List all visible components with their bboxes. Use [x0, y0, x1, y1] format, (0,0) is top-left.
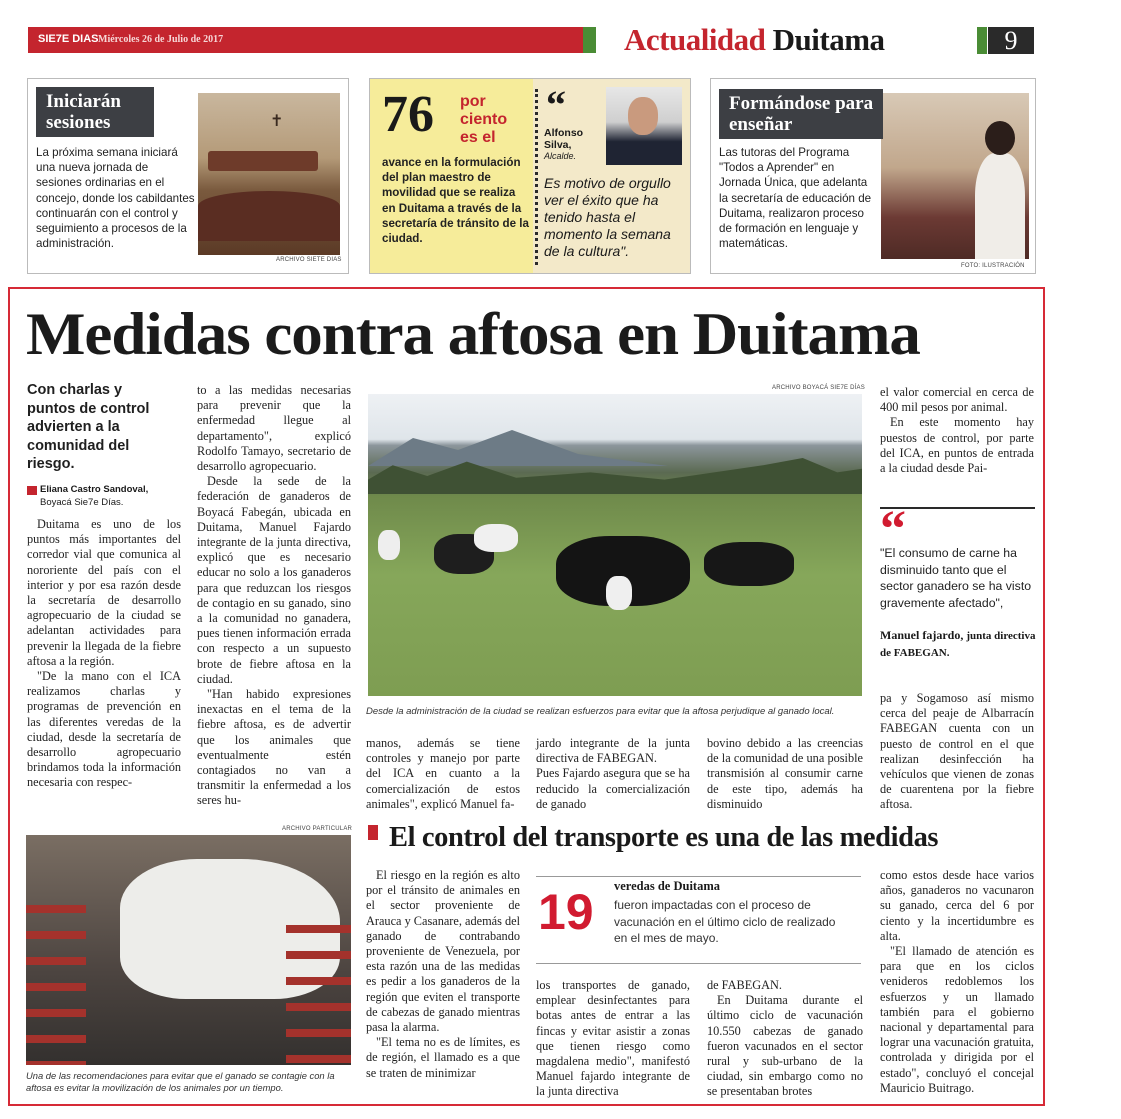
byline-marker: [27, 486, 37, 495]
truck-cow-photo: [26, 835, 351, 1065]
section-title-word2: Duitama: [772, 22, 885, 57]
quote-author: Alfonso Silva,: [544, 127, 584, 151]
brief-left-photo: [198, 93, 340, 255]
teacher-figure: [975, 153, 1025, 259]
page-number-green: [977, 27, 987, 54]
subhead: El control del transporte es una de las medidas: [389, 822, 939, 853]
brief-left-title: Iniciarán sesiones: [36, 87, 154, 137]
pull-quote-text: "El consumo de carne ha disminuido tanto que el sector ganadero se ha visto gravemente afectado",: [880, 546, 1032, 610]
article-column-2: [197, 383, 351, 809]
section-title-word1: Actualidad: [624, 22, 766, 57]
sub-column-2: los transportes de ganado, emplear desinfectantes para botas antes de entrar a las fincas y evitar asistir a zonas que tienen riesgo como magdalena medio", manifestó Manuel fajardo integrante de la junta directiva: [536, 978, 690, 1099]
sub-photo-caption: Una de las recomendaciones para evitar que el ganado se contagie con la aftosa es evitar la movilización de los animales por un tiempo.: [26, 1070, 335, 1093]
col2-paragraph-3: "Han habido expresiones inexactas en el tema de la fiebre aftosa, es de advertir que los animales que eventualmente estén contagiados no van a transmitir la enfermedad a los seres hu-: [197, 687, 351, 808]
sub-photo-credit: ARCHIVO PARTICULAR: [282, 826, 353, 832]
mountain-shape: [368, 426, 668, 466]
brief-left-credit: ARCHIVO SIETE DIAS: [276, 257, 342, 263]
mayor-photo: [606, 87, 682, 165]
brief-middle: [369, 78, 691, 274]
main-photo-credit: ARCHIVO BOYACÁ SIE7E DÍAS: [772, 385, 865, 391]
sub-col4-paragraph-2: "El llamado de atención es para que en los ciclos venideros redoblemos los esfuerzos y un llamado también para el gobierno nacional y departamental para lograr una vacunación gratuita, controlada y dirigida por el estado", concluyó el concejal Mauricio Buitrago.: [880, 944, 1034, 1095]
stat-text: avance en la formulación del plan maestro de movilidad que se realiza en Duitama a través de la secretaría de tránsito de la ciudad.: [382, 156, 529, 246]
stat-number: 76: [382, 86, 434, 143]
brief-left-text: La próxima semana iniciará una nueva jornada de sesiones ordinarias en el concejo, donde los cabildantes continuarán con el control y seguimiento a procesos de la administración.: [36, 146, 195, 251]
pull-quote-icon: “: [880, 501, 906, 558]
subhead-marker: [368, 825, 378, 840]
brief-right-photo: [881, 93, 1029, 259]
sub-col3-paragraph-2: En Duitama durante el último ciclo de vacunación 10.550 cabezas de ganado fueron vacunados en el sector rural y sub-urbano de la ciudad, sin embargo como no se presentaban brotes: [707, 993, 863, 1099]
pull-quote-name: Manuel fajardo,: [880, 628, 964, 642]
sub-column-3: [707, 978, 863, 1100]
stat-number-label: por ciento es el: [460, 93, 508, 146]
publication-name: SIE7E DIAS: [38, 33, 99, 45]
sub-column-1: [366, 868, 520, 1081]
brief-left: [27, 78, 349, 274]
fact-box: [536, 876, 861, 964]
brief-right-title: Formándose para enseñar: [719, 89, 883, 139]
brief-mid-divider: [535, 89, 538, 265]
teacher-head: [985, 121, 1015, 155]
brief-right-text: Las tutoras del Programa "Todos a Aprender" en Jornada Única, que adelanta la secretaría de educación de Duitama, realizaron proceso de formación en lenguaje y matemáticas.: [719, 146, 872, 251]
header-green-block: [583, 27, 596, 53]
article-deck: Con charlas y puntos de control advierten a la comunidad del riesgo.: [27, 382, 150, 472]
cow-4: [606, 576, 632, 610]
main-photo-caption: Desde la administración de la ciudad se realizan esfuerzos para evitar que la aftosa perjudique al ganado local.: [366, 706, 835, 717]
mayor-face: [628, 97, 658, 135]
col4-paragraph-2: En este momento hay puestos de control, por parte del ICA, en puntos de entrada a la ciudad desde Pai-: [880, 415, 1034, 476]
article-column-4-bottom: pa y Sogamoso así mismo cerca del peaje de Albarracín FABEGAN cuenta con un puesto de control en el que realizan desinfección ha vehículos que vienen de zonas de cuarentena por la fiebre aftosa.: [880, 691, 1034, 812]
sub-column-4: [880, 868, 1034, 1096]
article-column-1: [27, 517, 181, 791]
sub-col4-paragraph-1: como estos desde hace varios años, ganaderos no vacunaron su ganado, cerca del 6 por ciento y la incertidumbre es alta.: [880, 868, 1034, 943]
cow-3: [704, 542, 794, 586]
sub-col1-paragraph-2: "El tema no es de límites, es de región, el llamado es a que se traten de minimizar: [366, 1035, 520, 1080]
cow-5: [474, 524, 518, 552]
fact-title: veredas de Duitama: [614, 879, 721, 893]
issue-date: Miércoles 26 de Julio de 2017: [98, 34, 224, 45]
byline-outlet: Boyacá Sie7e Días.: [40, 497, 124, 508]
mayor-quote: Es motivo de orgullo ver el éxito que ha tenido hasta el momento la semana de la cultura".: [544, 175, 671, 259]
truck-rails-right: [286, 925, 351, 1065]
article-column-4-top: [880, 385, 1034, 476]
col2-paragraph-1: to a las medidas necesarias para prevenir que la enfermedad llegue al departamento", explicó Rodolfo Tamayo, secretario de desarrollo agropecuario.: [197, 383, 351, 474]
article-column-3a: manos, además se tiene controles y manejo por parte del ICA en cuanto a la comercialización de estos animales", explicó Manuel fa-: [366, 736, 520, 811]
fact-text: fueron impactadas con el proceso de vacunación en el último ciclo de realizado en el mes de mayo.: [614, 898, 836, 946]
section-title: [624, 22, 885, 58]
quote-role: Alcalde.: [544, 151, 577, 161]
article-column-3b: jardo integrante de la junta directiva de FABEGAN. Pues Fajardo asegura que se ha reducido la comercialización de ganado: [536, 736, 690, 811]
sub-col3-paragraph-1: de FABEGAN.: [707, 978, 782, 992]
col2-paragraph-2: Desde la sede de la federación de ganaderos de Boyacá Fabegán, ubicada en Duitama, Manuel Fajardo integrante de la junta directiva, explicó que es necesario educar no solo a los ganaderos para que reduzcan los riesgos de contagio en su ganado, sino a la comunidad no ganadera, pues tienen información errada con respecto a un supuesto brote de fiebre aftosa en la ciudad.: [197, 474, 351, 686]
article-column-3c: bovino debido a las creencias de la comunidad de una posible transmisión al consumir carne de este tipo, además ha disminuido: [707, 736, 863, 811]
quote-mark-icon: “: [546, 82, 566, 127]
article-headline: Medidas contra aftosa en Duitama: [26, 301, 920, 367]
cross-icon: ✝: [270, 113, 284, 130]
pull-quote-role: junta directiva de FABEGAN.: [880, 630, 1036, 659]
page-number: 9: [988, 27, 1034, 54]
fact-number: 19: [538, 884, 594, 940]
sub-col1-paragraph-1: El riesgo en la región es alto por el tránsito de animales en el sector proveniente de Arauca y Casanare, además del ganado de contrabando proveniente de Venezuela, por esta razón una de las medidas es pedir a los ganaderos de la región que eviten el transporte de cabezas de ganado mientras pasa la alarma.: [366, 868, 520, 1035]
cattle-photo: [368, 394, 862, 696]
truck-rails: [26, 905, 86, 1065]
pull-quote-attribution: [880, 627, 1036, 661]
col1-paragraph-1: Duitama es uno de los puntos más importantes del corredor vial que comunica al nororiente del país con el interior y por esa razón desde la secretaría de desarrollo agropecuario de la ciudad se adelantan actividades para prevenir la llegada de la fiebre aftosa a la región.: [27, 517, 181, 668]
brief-right-credit: FOTO: ILUSTRACIÓN: [961, 263, 1025, 269]
council-table: [208, 151, 318, 171]
cow-6: [378, 530, 400, 560]
col4-paragraph-1: el valor comercial en cerca de 400 mil pesos por animal.: [880, 385, 1034, 415]
byline-name: Eliana Castro Sandoval,: [40, 484, 149, 495]
council-desks: [198, 191, 340, 241]
brief-right: [710, 78, 1036, 274]
col1-paragraph-2: "De la mano con el ICA realizamos charlas y programas de prevención en las diferentes veredas de la ciudad, desde la secretaría de desarrollo agropecuario brindamos toda la información necesaria con respec-: [27, 669, 181, 790]
